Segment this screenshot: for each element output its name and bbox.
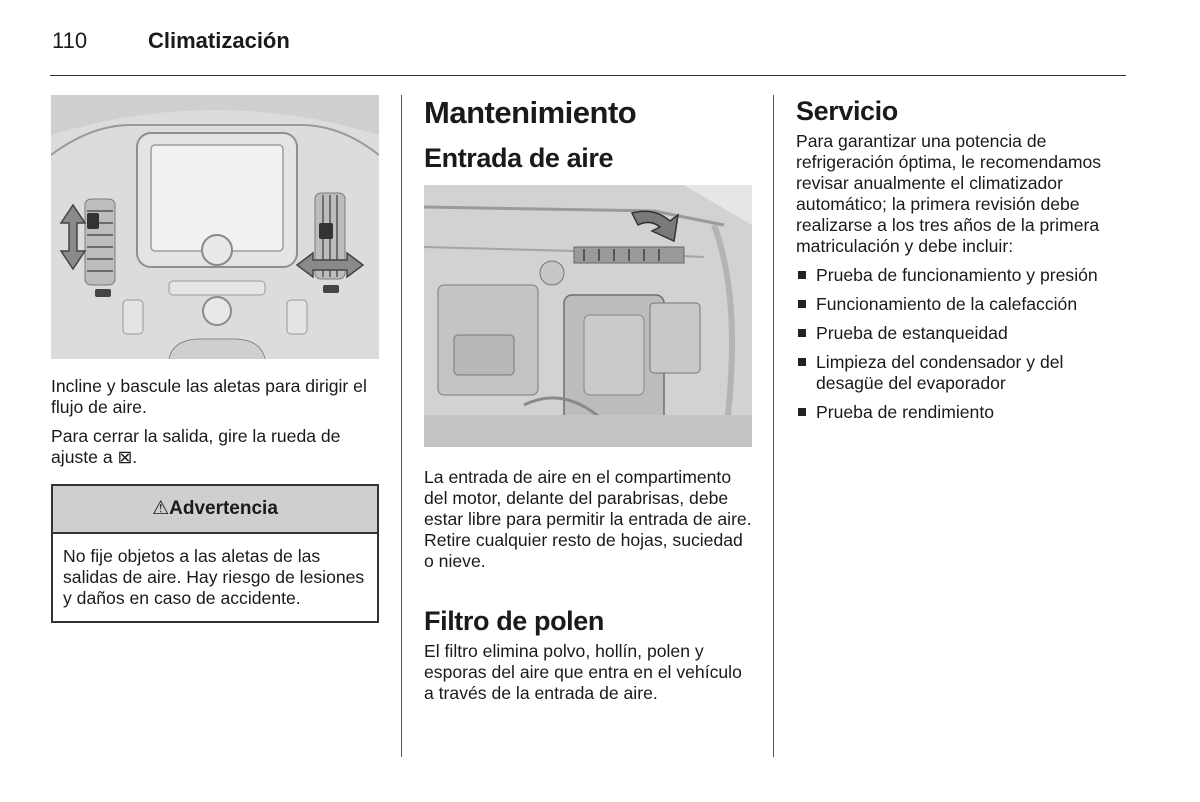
column-divider-1 [401, 95, 402, 757]
engine-bay-illustration [424, 185, 752, 447]
list-item: Funcionamiento de la calefacción [796, 294, 1126, 315]
list-item: Prueba de estanqueidad [796, 323, 1126, 344]
list-item: Limpieza del condensador y del desagüe del evaporador [796, 352, 1126, 394]
vent-instruction-text: Incline y bascule las aletas para dirigir el flujo de aire. [51, 376, 367, 417]
warning-header [53, 486, 377, 534]
warning-box [51, 484, 379, 623]
pollen-filter-text: El filtro elimina polvo, hollín, polen y esporas del aire que entra en el vehículo a través de la entrada de aire. [424, 641, 742, 703]
section-title: Climatización [148, 28, 290, 53]
bullet-square-icon [798, 358, 806, 366]
air-vent-illustration [51, 95, 379, 359]
bullet-square-icon [798, 329, 806, 337]
bullet-square-icon [798, 271, 806, 279]
bullet-square-icon [798, 300, 806, 308]
vent-close-text: Para cerrar la salida, gire la rueda de ajuste a ⊠. [51, 426, 341, 467]
pollen-filter-heading: Filtro de polen [424, 606, 604, 636]
service-checklist [796, 265, 1126, 423]
left-column [51, 95, 379, 623]
air-intake-text: La entrada de aire en el compartimento del motor, delante del parabrisas, debe estar libre para permitir la entrada de aire. Retire cualquier resto de hojas, suciedad o nieve. [424, 467, 752, 571]
header-rule [50, 75, 1126, 76]
service-text: Para garantizar una potencia de refrigeración óptima, le recomendamos revisar anualmente el climatizador automático; la primera revisión debe realizarse a los tres años de la primera matriculación y debe incluir: [796, 131, 1102, 256]
right-column [796, 95, 1126, 431]
warning-triangle-icon: ⚠ [152, 498, 170, 519]
bullet-square-icon [798, 408, 806, 416]
service-heading: Servicio [796, 96, 898, 126]
column-divider-2 [773, 95, 774, 757]
warning-title: Advertencia [169, 498, 278, 519]
warning-body [53, 534, 377, 621]
air-intake-heading: Entrada de aire [424, 143, 614, 173]
page-header [52, 28, 290, 54]
middle-column [424, 95, 752, 704]
list-item: Prueba de rendimiento [796, 402, 1126, 423]
list-item: Prueba de funcionamiento y presión [796, 265, 1126, 286]
page-number: 110 [52, 28, 88, 53]
engine-compartment-drawing [424, 185, 752, 447]
dashboard-vents-drawing [51, 95, 379, 359]
maintenance-heading: Mantenimiento [424, 95, 637, 130]
warning-text: No fije objetos a las aletas de las salidas de aire. Hay riesgo de lesiones y daños en caso de accidente. [63, 546, 365, 608]
